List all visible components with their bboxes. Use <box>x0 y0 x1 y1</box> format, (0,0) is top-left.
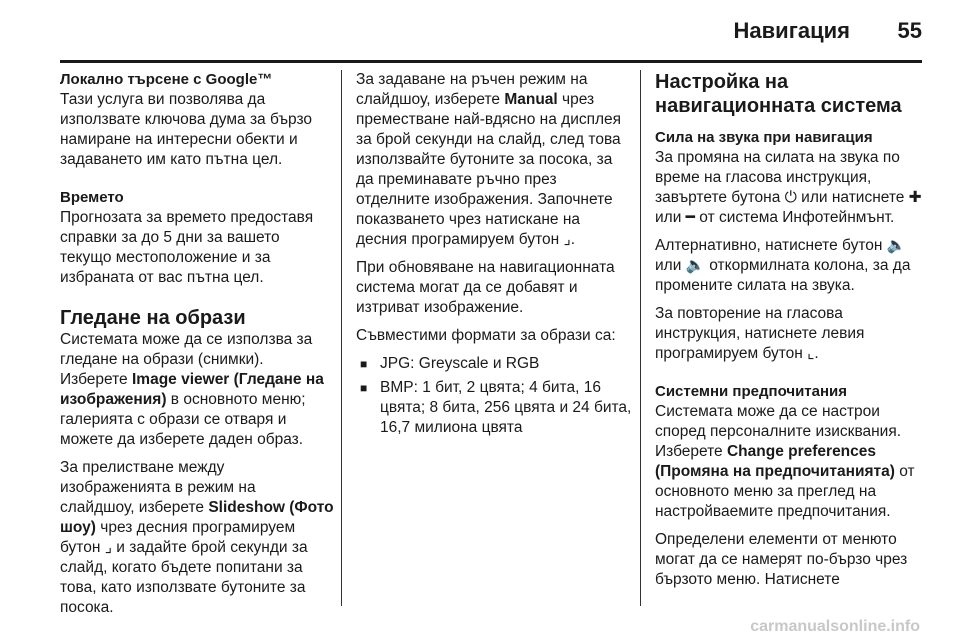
preferences-paragraph-1: Системата може да се настрои според персоналните изисквания. Изберете Change preferences (Промяна на предпочитанията) от основното меню за преглед на настройваемите предпочитания. <box>655 403 915 520</box>
manual-slideshow-paragraph: За задаване на ръчен режим на слайдшоу, изберете Manual чрез преместване най-вдясно на дисплея за брой секунди на слайд, след това използвайте бутоните за посока, за да преминавате ръчно през отделните изображения. Започнете показването чрез натискане на десния програмируем бутон ⌟. <box>356 71 622 248</box>
page-header <box>0 0 960 60</box>
watermark: carmanualsonline.info <box>750 618 920 635</box>
settings-heading: Настройка на навигационната система <box>655 71 902 117</box>
preferences-paragraph-2: Определени елементи от менюто могат да се намерят по-бързо чрез бързото меню. Натиснете <box>655 531 908 588</box>
weather-text: Прогнозата за времето предоставя справки за до 5 дни за вашето текущо местоположение и за избраната от вас пътна цел. <box>60 209 314 286</box>
volume-paragraph-3: За повторение на гласова инструкция, натиснете левия програмируем бутон ⌞. <box>655 305 865 362</box>
change-preferences-label: Change preferences (Промяна на предпочитанията) <box>655 443 895 480</box>
volume-paragraph-2: Алтернативно, натиснете бутон 🔈 или 🔈 откормилната колона, за да промените силата на звука. <box>655 237 911 294</box>
local-search-heading: Локално търсене с Google™ <box>60 71 273 88</box>
slideshow-menu-label: Slideshow (Фото шоу) <box>60 499 334 536</box>
formats-list <box>356 354 632 438</box>
list-item: ■ BMP: 1 бит, 2 цвята; 4 бита, 16 цвята; 8 бита, 256 цвята и 24 бита, 16,7 милиона цвята <box>356 378 632 438</box>
images-heading: Гледане на образи <box>60 307 246 329</box>
images-paragraph-2: За прелистване между изображенията в режим на слайдшоу, изберете Slideshow (Фото шоу) чрез десния програмируем бутон ⌟ и задайте брой секунди за слайд, когато бъдете попитани за това, като използвате бутоните за посока. <box>60 459 334 616</box>
column-middle <box>356 70 632 442</box>
header-rule <box>60 60 922 63</box>
page-number: 55 <box>897 18 922 43</box>
weather-heading: Времето <box>60 189 124 206</box>
column-divider <box>640 70 641 606</box>
volume-heading: Сила на звука при навигация <box>655 129 873 146</box>
update-paragraph: При обновяване на навигационната система могат да се добавят и изтриват изображение. <box>356 259 615 316</box>
preferences-heading: Системни предпочитания <box>655 383 848 400</box>
column-left <box>60 70 334 626</box>
column-divider <box>341 70 342 606</box>
formats-intro: Съвместими формати за образи са: <box>356 327 616 344</box>
list-item: ■ JPG: Greyscale и RGB <box>356 354 632 374</box>
column-right <box>655 70 923 598</box>
image-viewer-menu-label: Image viewer (Гледане на изображения) <box>60 371 324 408</box>
manual-label: Manual <box>504 91 558 108</box>
images-paragraph-1: Системата може да се използва за гледане на образи (снимки). Изберете Image viewer (Гледане на изображения) в основното меню; галерията с образи се отваря и можете да изберете даден образ. <box>60 331 324 448</box>
page-title: Навигация <box>733 18 850 43</box>
local-search-text: Тази услуга ви позволява да използвате ключова дума за бързо намиране на интересни обекти и задаването им като пътна цел. <box>60 91 313 168</box>
volume-paragraph-1: За промяна на силата на звука по време на гласова инструкция, завъртете бутона ⏻ или натиснете ✚ или ━ от система Инфотейнмънт. <box>655 149 922 226</box>
